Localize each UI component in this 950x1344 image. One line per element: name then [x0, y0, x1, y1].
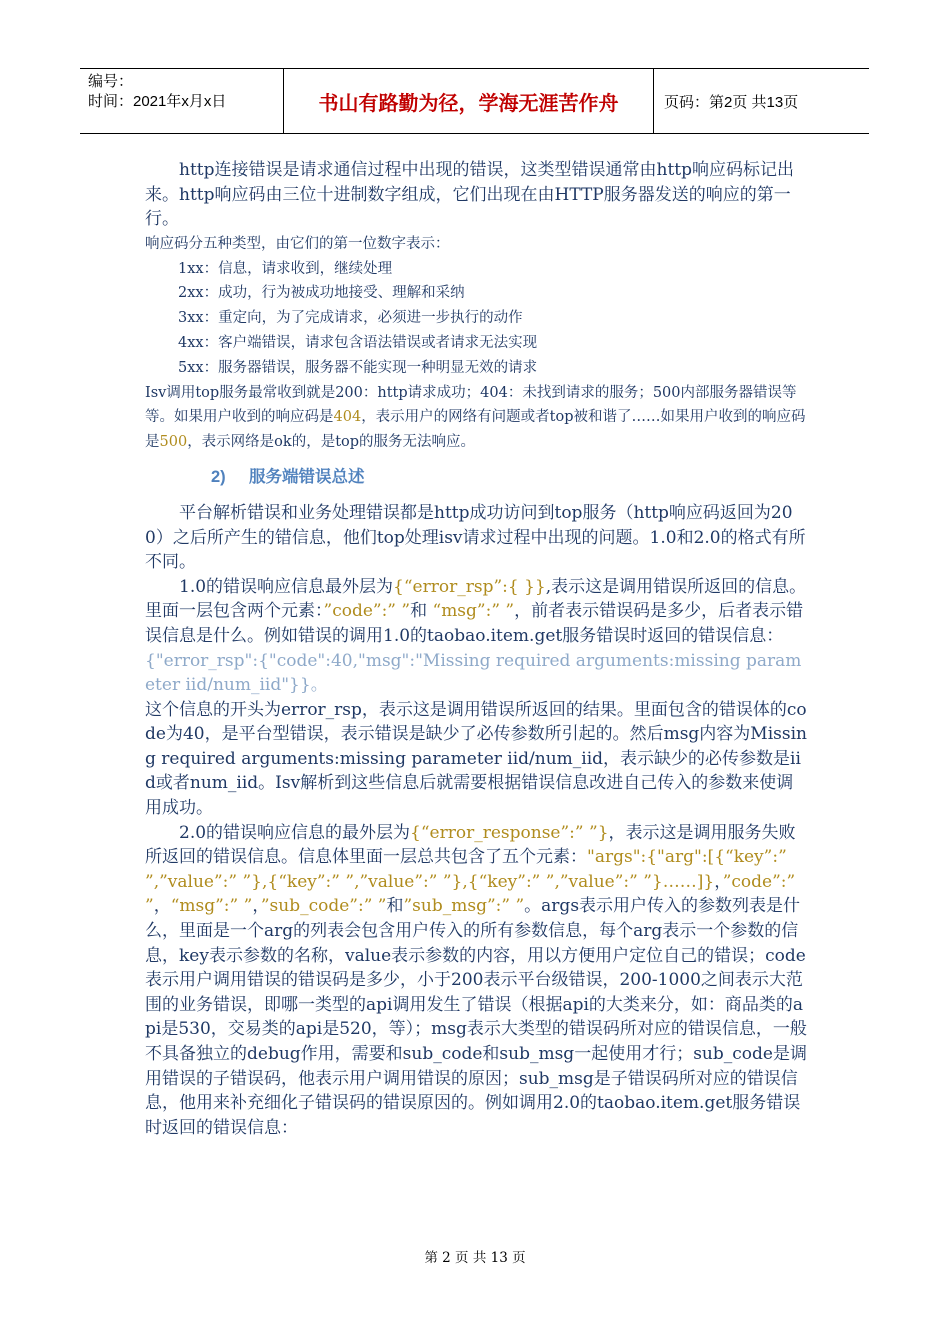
list-item: 3xx：重定向，为了完成请求，必须进一步执行的动作 — [178, 310, 523, 327]
text-run: ，前者表示错误码是多少，后者表示错误信息是什么。例如错误的调用1.0的taobao.item.get服务错误时返回的错误信息： — [145, 601, 804, 646]
list-item: 4xx：客户端错误，请求包含语法错误或者请求无法实现 — [178, 334, 538, 351]
paragraph-v1-format — [145, 575, 810, 649]
text-run: 。args表示用户传入的参数列表是什么，里面是一个arg的列表会包含用户传入的所有参数信息，每个arg表示一个参数的信息，key表示参数的名称，value表示参数的内容，用以方便用户定位自己的错误；code表示用户调用错误的错误码是多少，小于200表示平台级错误，200-1000之间表示大范围的业务错误，即哪一类型的api调用发生了错误（根据api的大类来分，如：商品类的api是530，交易类的api是520，等）；msg表示大类型的错误码所对应的错误信息，一般不具备独立的debug作用，需要和sub_code和sub_msg一起使用才行；sub_code是调用错误的子错误码，他表示用户调用错误的原因；sub_msg是子错误码所对应的错误信息，他用来补充细化子错误码的错误原因的。例如调用2.0的taobao.item.get服务错误时返回的错误信息： — [145, 896, 807, 1138]
code-500: 500 — [159, 434, 188, 451]
page-header — [80, 68, 869, 134]
codes-intro: 响应码分五种类型，由它们的第一位数字表示： — [145, 235, 450, 252]
page-footer: 第 2 页 共 13 页 — [424, 1250, 526, 1266]
text-run: ，表示用户的网络有问题或者top被和谐了……如果用户收到的响应码是 — [145, 409, 806, 451]
code-404: 404 — [333, 409, 362, 426]
code-snippet: {“error_response”:” ”} — [410, 822, 609, 843]
code-snippet: ”code”:” ” — [145, 871, 796, 917]
paragraph-isv-codes — [145, 381, 810, 455]
paragraph-http-errors: http连接错误是请求通信过程中出现的错误，这类型错误通常由http响应码标记出来。http响应码由三位十进制数字组成，它们出现在由HTTP服务器发送的响应的第一行。 — [145, 160, 794, 230]
text-run: ,表示这是调用错误所返回的信息。里面一层包含两个元素： — [145, 576, 807, 622]
header-page-label: 页码：第2页 共13页 — [664, 93, 799, 111]
text-run: 1.0的错误响应信息最外层为 — [179, 576, 394, 597]
paragraph-server-errors: 平台解析错误和业务处理错误都是http成功访问到top服务（http响应码返回为200）之后所产生的错信息，他们top处理isv请求过程中出现的问题。1.0和2.0的格式有所不同。 — [145, 502, 806, 573]
text-run: ， — [252, 896, 261, 917]
code-snippet: “msg”:” ” — [432, 601, 515, 622]
number-label: 编号： — [88, 73, 134, 90]
text-run: 2.0的错误响应信息的最外层为 — [179, 822, 411, 843]
section-title: 服务端错误总述 — [249, 467, 365, 486]
text-run: ， — [153, 896, 171, 917]
text-run: Isv调用top服务最常收到就是200：http请求成功；404：未找到请求的服务；500内部服务器错误等等。如果用户收到的响应码是 — [145, 384, 797, 426]
header-meta — [80, 69, 284, 133]
header-motto: 书山有路勤为径，学海无涯苦作舟 — [284, 69, 654, 133]
time-label: 时间：2021年x月x日 — [88, 93, 227, 110]
list-item: 5xx：服务器错误，服务器不能实现一种明显无效的请求 — [178, 359, 538, 376]
section-heading — [211, 465, 810, 489]
json-example-text: {"error_rsp":{"code":40,"msg":"Missing required arguments:missing parameter iid/num_iid"}} — [145, 650, 802, 696]
text-run: 和 — [386, 896, 404, 917]
json-example — [145, 649, 810, 698]
code-snippet: ”code”:” ” — [323, 601, 411, 622]
code-snippet: {“error_rsp”:{ }} — [393, 576, 546, 597]
paragraph-v2-format — [145, 821, 810, 1141]
code-snippet: ”sub_code”:” ” — [260, 896, 387, 917]
section-number: 2) — [211, 467, 226, 486]
list-item: 2xx：成功，行为被成功地接受、理解和采纳 — [178, 285, 465, 302]
response-code-list — [145, 257, 810, 381]
document-body — [145, 158, 810, 1140]
code-snippet: “msg”:” ” — [170, 896, 253, 917]
text-run: ，表示网络是ok的，是top的服务无法响应。 — [187, 434, 476, 451]
paragraph-v1-explanation: 这个信息的开头为error_rsp，表示这是调用错误所返回的结果。里面包含的错误体的code为40，是平台型错误，表示错误是缺少了必传参数所引起的。然后msg内容为Missing required arguments:missing parameter iid/num_iid，表示缺少的必传参数是iid或者num_iid。Isv解析到这些信息后就需要根据错误信息改进自己传入的参数来使调用成功。 — [145, 699, 807, 819]
code-snippet: ”sub_msg”:” ” — [403, 896, 525, 917]
text-run: 和 — [410, 601, 433, 622]
code-snippet: "args":{"arg":[{“key”:” ”,”value”:” ”},{“key”:” ”,”value”:” ”},{“key”:” ”,”value”:” ”}……]} — [145, 847, 787, 892]
text-run: ，表示这是调用服务失败所返回的错误信息。信息体里面一层总共包含了五个元素： — [145, 822, 796, 868]
text-run: ， — [714, 871, 723, 892]
text-run: 。 — [310, 675, 328, 696]
list-item: 1xx：信息，请求收到，继续处理 — [178, 260, 393, 277]
